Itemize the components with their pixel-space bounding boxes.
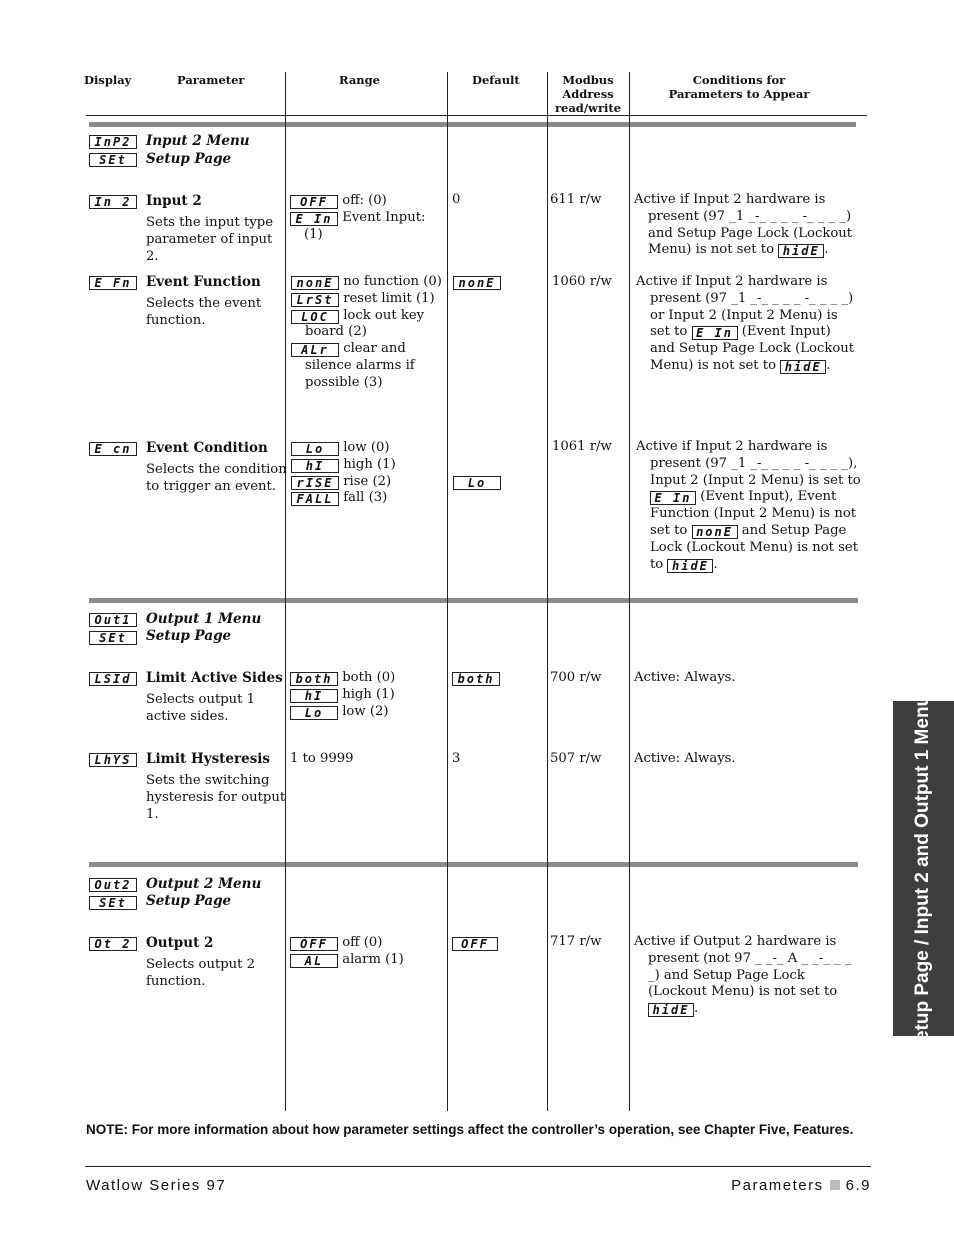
lcd-set: SEt [89,896,137,910]
section-output2-title: Output 2 Menu [146,876,262,892]
row-ot2-conditions [634,934,859,1018]
row-lhys-conditions: Active: Always. [634,751,736,766]
row-lhys-display [89,751,137,768]
header-conditions-line2: Parameters to Appear [668,87,810,101]
cond-text: (Event Input) [741,324,831,340]
range-option [290,704,395,721]
lcd-e-in: E In [290,212,338,226]
cond-line: and Setup Page Lock (Lockout [650,341,855,357]
cond-text: Menu) is not set to [650,357,777,373]
cond-line: Function (Input 2 Menu) is not [650,506,857,522]
cond-line: present (97 _1 _-_ _ _ _ -_ _ _ _) [650,290,854,306]
range-label: no function (0) [343,274,442,289]
row-in2-display [89,193,137,210]
lcd-lo: Lo [290,706,338,720]
column-divider-conditions [629,72,630,1111]
cond-text: set to [650,324,688,340]
row-lsid-name: Limit Active Sides [146,670,283,686]
row-lhys-range: 1 to 9999 [290,751,354,766]
cond-line: Active if Input 2 hardware is [636,274,828,289]
cond-line [636,489,861,506]
header-parameter: Parameter [177,73,245,87]
lcd-fall: FALL [291,492,339,506]
range-option [290,210,425,227]
row-ot2-modbus: 717 r/w [550,934,602,949]
range-option [291,490,396,507]
lcd-hide: hidE [648,1003,694,1017]
row-ecn-default [453,474,501,491]
header-modbus-line2: Address [562,87,614,101]
row-lsid-default [452,670,500,687]
range-label: Event Input: [342,209,426,225]
row-ecn-name: Event Condition [146,440,268,456]
row-lsid-range [290,670,395,720]
row-lhys-name: Limit Hysteresis [146,751,271,767]
cond-line: or Input 2 (Input 2 Menu) is [650,307,838,323]
header-modbus [548,73,628,115]
footnote: NOTE: For more information about how parameter settings affect the controller’s operation, see Chapter Five, Features. [86,1122,854,1137]
cond-line [636,358,861,375]
row-efn-modbus: 1060 r/w [552,274,612,289]
row-lhys-modbus: 507 r/w [550,751,602,766]
desc-line: Selects output 1 [146,692,256,707]
header-range: Range [339,73,380,87]
section-input2-title: Input 2 Menu [146,133,250,149]
lcd-both: both [290,672,338,686]
range-label: silence alarms if [305,357,415,373]
row-ecn-modbus: 1061 r/w [552,439,612,454]
range-option [291,341,442,358]
row-ot2-default [452,935,498,952]
range-label: clear and [343,341,406,357]
cond-line [634,242,859,259]
lcd-off: OFF [452,937,498,951]
range-option [291,291,442,308]
row-efn-name: Event Function [146,274,261,290]
range-option [291,457,396,474]
cond-line: _) and Setup Page Lock [648,967,805,983]
section-output2-subtitle: Setup Page [146,893,232,909]
lcd-none: nonE [692,525,738,539]
section-output1-subtitle: Setup Page [146,628,232,644]
footer-section: Parameters [731,1177,824,1194]
row-ot2-desc [146,957,255,991]
range-label: possible (3) [305,374,383,390]
lcd-hide: hidE [778,244,824,258]
range-option [291,474,396,491]
cond-line: Lock (Lockout Menu) is not set [650,539,859,555]
side-tab [893,684,954,1054]
row-in2-default: 0 [452,192,461,207]
range-label: low (0) [343,440,390,455]
lcd-hide: hidE [780,360,826,374]
row-in2-name: Input 2 [146,193,202,209]
row-efn-desc [146,296,261,330]
lcd-none: nonE [453,276,501,290]
lcd-out2: Out2 [89,878,137,892]
desc-line: active sides. [146,708,229,724]
lcd-e-in: E In [650,491,696,505]
range-label: high (1) [343,456,396,472]
range-option [290,193,425,210]
lcd-off: OFF [290,195,338,209]
cond-line: present (not 97 _ _-_ A _ _-_ _ _ [648,950,852,966]
cond-text: (Event Input), Event [700,489,837,505]
row-in2-modbus: 611 r/w [550,192,602,207]
range-label: rise (2) [343,473,392,489]
range-label: off (0) [342,935,383,950]
section-output2-lcd [89,876,137,911]
row-lsid-display [89,670,137,687]
footer-left: Watlow Series 97 [86,1177,227,1194]
section-band-output2 [89,862,858,867]
lcd-alr: ALr [291,343,339,357]
range-option [290,670,395,687]
desc-line: Selects the condition [146,462,287,477]
range-option [290,952,404,969]
lcd-hi: hI [291,459,339,473]
lcd-e-fn: E Fn [89,276,137,290]
header-display: Display [84,73,132,87]
section-band-input2 [89,122,856,127]
lcd-al: AL [290,954,338,968]
desc-line: function. [146,973,206,989]
header-modbus-line3: read/write [554,101,622,115]
lcd-none: nonE [291,276,339,290]
lcd-lrst: LrSt [291,293,339,307]
section-output1-title: Output 1 Menu [146,611,262,627]
range-label: fall (3) [343,490,388,506]
cond-line [636,324,861,341]
desc-line: 2. [146,248,159,264]
lcd-lo: Lo [453,476,501,490]
section-input2-subtitle: Setup Page [146,151,232,167]
cond-line [636,523,861,540]
header-conditions [632,73,846,101]
lcd-set: SEt [89,153,137,167]
lcd-lhys: LhYS [89,753,137,767]
range-option [291,274,442,291]
row-lhys-default: 3 [452,751,461,766]
lcd-lsid: LSId [89,672,137,686]
cond-line: and Setup Page Lock (Lockout [648,225,853,241]
section-band-output1 [89,598,858,603]
lcd-set: SEt [89,631,137,645]
row-ot2-name: Output 2 [146,935,214,951]
range-label: high (1) [342,686,395,702]
lcd-hide: hidE [667,559,713,573]
cond-line: Input 2 (Input 2 Menu) is set to [650,472,861,488]
cond-text: . [694,1001,699,1017]
row-in2-conditions [634,192,859,259]
lcd-both: both [452,672,500,686]
row-in2-desc [146,215,273,265]
range-label: board (2) [305,324,367,340]
row-ot2-display [89,935,137,952]
footer-rule [85,1166,871,1167]
desc-line: Selects output 2 [146,957,256,972]
range-option [290,935,404,952]
cond-line: present (97 _1 _-_ _ _ _ -_ _ _ _), [650,455,858,471]
cond-text: and Setup Page [741,522,847,538]
row-lsid-conditions: Active: Always. [634,670,736,685]
row-ecn-desc [146,462,287,496]
cond-line: Active if Input 2 hardware is [634,192,826,207]
row-efn-default [453,274,501,291]
cond-line: (Lockout Menu) is not set to [648,984,838,1000]
range-label: lock out key [343,307,425,323]
desc-line: parameter of input [146,231,273,247]
row-lsid-desc [146,692,255,726]
lcd-hi: hI [290,689,338,703]
lcd-loc: LOC [291,310,339,324]
section-input2-lcd [89,133,137,168]
cond-line: Active if Output 2 hardware is [634,934,837,949]
cond-line: Active if Input 2 hardware is [636,439,828,454]
row-ecn-conditions [636,439,861,573]
row-ecn-range [291,440,396,507]
cond-text: . [826,357,831,373]
side-tab-label: Setup Page / Input 2 and Output 1 Menus [912,684,933,1054]
range-label: low (2) [342,703,389,719]
cond-text: . [824,242,829,258]
cond-text: to [650,556,664,572]
range-option [290,687,395,704]
header-modbus-line1: Modbus [562,73,614,87]
range-label: both (0) [342,670,396,685]
column-divider-modbus [547,72,548,1111]
range-label: (1) [304,226,323,242]
lcd-inp2: InP2 [89,135,137,149]
row-lsid-modbus: 700 r/w [550,670,602,685]
desc-line: 1. [146,806,159,822]
lcd-e-in: E In [692,326,738,340]
cond-line [634,1001,859,1018]
cond-text: Menu) is not set to [648,242,775,258]
cond-line [636,557,861,574]
range-option [291,440,396,457]
range-label: reset limit (1) [343,290,435,306]
desc-line: Selects the event [146,296,262,311]
cond-text: . [713,556,718,572]
header-default: Default [472,73,520,87]
desc-line: to trigger an event. [146,478,277,494]
lcd-rise: rISE [291,476,339,490]
row-ecn-display [89,440,137,457]
lcd-out1: Out1 [89,613,137,627]
lcd-e-cn: E cn [89,442,137,456]
range-option [291,308,442,325]
footer-right [731,1177,871,1194]
header-conditions-line1: Conditions for [692,73,786,87]
range-label: off: (0) [342,193,387,208]
row-efn-range [291,274,442,392]
header-rule [86,115,867,116]
cond-line: present (97 _1 _-_ _ _ _ -_ _ _ _) [648,208,852,224]
row-ot2-range [290,935,404,969]
column-divider-range [285,72,286,1111]
lcd-lo: Lo [291,442,339,456]
column-divider-default [447,72,448,1111]
row-lhys-desc [146,773,285,823]
lcd-ot2: Ot 2 [89,937,137,951]
page-number: 6.9 [845,1177,871,1194]
row-efn-display [89,274,137,291]
lcd-off: OFF [290,937,338,951]
cond-text: set to [650,522,688,538]
desc-line: function. [146,312,206,328]
lcd-in2: In 2 [89,195,137,209]
desc-line: hysteresis for output [146,789,286,805]
square-bullet-icon [830,1180,840,1190]
section-output1-lcd [89,611,137,646]
row-efn-conditions [636,274,861,375]
range-label: alarm (1) [342,951,404,967]
row-in2-range [290,193,425,243]
desc-line: Sets the input type [146,215,274,230]
desc-line: Sets the switching [146,773,270,788]
